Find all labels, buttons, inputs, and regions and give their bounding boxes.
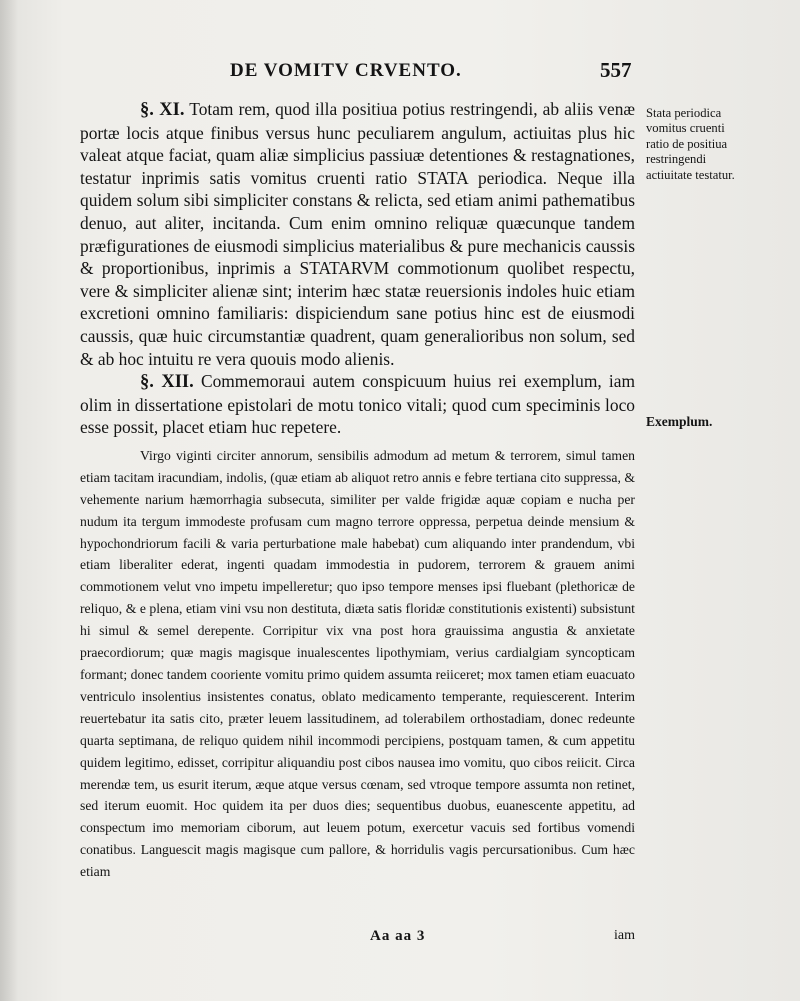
section-text: Commemoraui autem conspicuum huius rei exemplum, iam olim in dissertatione epistolari de motu tonico vitali; quod cum speciminis loco esse possit, placet etiam huc repetere.	[80, 371, 635, 438]
margin-note-stata: Stata periodica vomitus cruenti ratio de positiua restringendi actiuitate testatur.	[646, 106, 735, 182]
signature-mark: Aa aa 3	[370, 928, 426, 944]
main-text-block	[80, 98, 635, 883]
page-number: 557	[600, 58, 632, 82]
section-xi	[80, 98, 635, 370]
case-history-text: Virgo viginti circiter annorum, sensibilis admodum ad metum & terrorem, simul tamen etiam tacitam iracundiam, indolis, (quæ etiam ab aliquot retro annis e febre tertiana cito suppressa, & vehemente narium hæmorrhagia subsecuta, similiter per valde frigidæ aquæ copiam e nucha per nudum ita tergum immodeste profusam cum magno terrore oppressa, perpetua deinde mensium & hypochondriorum facili & varia perturbatione male habebat) cum aliquando inter prandendum, vbi etiam liberaliter ederat, ingenti quadam immodestia in pudorem, terrorem & grauem animi commotionem velut vno impetu impelleretur; quo ipso tempore menses ipsi fluebant (plethoricæ de reliquo, & e plena, etiam vini vsu non destituta, diæta satis floridæ constitutionis existenti) subsistunt hi simul & semel derepente. Corripitur vix vna post hora grauissima angustia & anxietate praecordiorum; quæ magis magisque inualescentes lipothymiam, verius cardialgiam syncopticam formant; donec tandem cooriente vomitu primo quidem assumta reiiceret; mox tamen etiam euacuato ventriculo insolentius insistentes conatus, oblato medicamento temperante, requiescerent. Interim reuertebatur ita satis cito, præter leuem lassitudinem, ad tolerabilem orthostadiam, donec redeunte quarta septimana, de reliquo quidem nihil incommodi percipiens, postquam tamen, & cum appetitu quidem legitimo, edisset, corripitur aliquandiu post cibos nausea imo vomitu, quo cibos reiicit. Circa merendæ tem, us esurit iterum, æque atque versus cœnam, sed vtroque tempore assumta non retinet, sed iterum euomit. Hoc quidem ita per duos dies; sequentibus duobus, euanescente appetitu, ad conspectum imo memoriam ciborum, aut leuem potum, exercetur vacuis sed fortibus vomendi conatibus. Languescit magis magisque cum pallore, & horridulis vagis percursationibus. Cum hæc etiam	[80, 447, 635, 880]
catchword: iam	[614, 928, 635, 943]
running-head: DE VOMITV CRVENTO.	[230, 60, 462, 81]
gutter-shadow	[0, 0, 18, 1001]
section-text: Totam rem, quod illa positiua potius restringendi, ab aliis venæ portæ locis atque finibus versus hunc peculiarem angulum, actiuitas plus hic valeat atque faciat, quam aliæ simplicius passiuæ detentiones & restagnationes, testatur inprimis satis vomitus cruenti ratio STATA periodica. Neque illa quidem solum sibi simpliciter constans & relicta, sed etiam animi pathematibus denuo, aut aliter, incitanda. Cum enim omnino reliquæ quæcunque tandem præfigurationes de eiusmodi simplicius materialibus & pure mechanicis caussis & proportionibus, inprimis a STATARVM commotionum quolibet respectu, vere & simpliciter alienæ sint; interim hæc statæ reuersionis indoles huic etiam excretioni omnino familiaris: dispiciendum sane potius hinc est de eiusmodi caussis, quæ huic circumstantiæ quadrent, quam generalioribus non solum, sed & ab hoc intuitu re vera quouis modo alienis.	[80, 99, 636, 369]
section-label: §. XII.	[140, 372, 194, 393]
section-xii	[80, 370, 635, 439]
margin-note-exemplum: Exemplum.	[646, 414, 713, 429]
section-label: §. XI.	[140, 100, 185, 120]
